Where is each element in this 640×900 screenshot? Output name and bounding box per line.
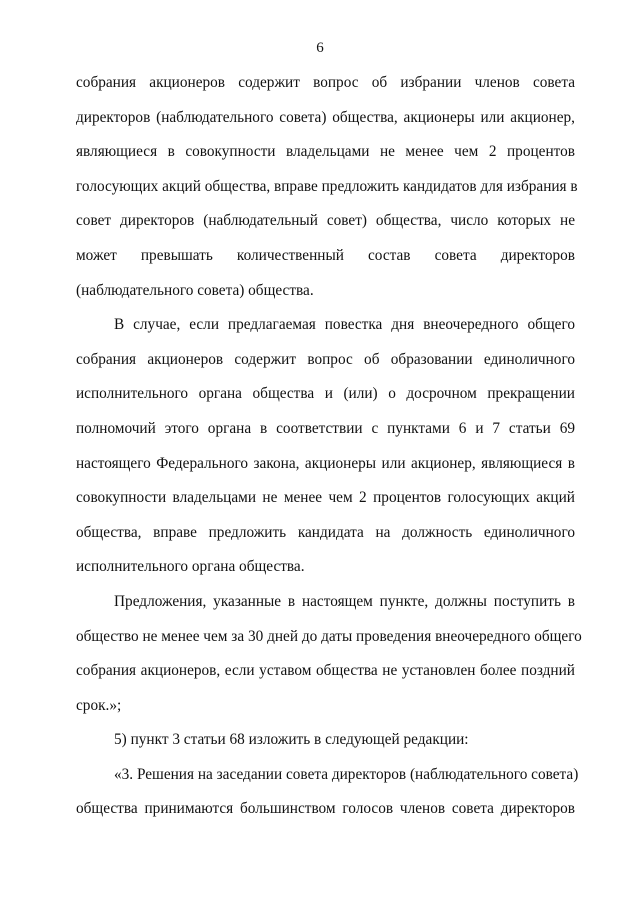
text-line: общество не менее чем за 30 дней до даты проведения внеочередного общего: [76, 627, 582, 645]
text-line: собрания акционеров содержит вопрос об образовании единоличного: [76, 350, 575, 368]
text-line: общества принимаются большинством голосов членов совета директоров: [76, 800, 575, 818]
text-line: полномочий этого органа в соответствии с пунктами 6 и 7 статьи 69: [76, 419, 575, 437]
text-line: «3. Решения на заседании совета директоров (наблюдательного совета): [114, 765, 579, 783]
text-line: собрания акционеров, если уставом общества не установлен более поздний: [76, 662, 575, 680]
text-line: общества, вправе предложить кандидата на должность единоличного: [76, 523, 575, 541]
text-line: совет директоров (наблюдательный совет) общества, число которых не: [76, 212, 575, 230]
text-line: директоров (наблюдательного совета) общества, акционеры или акционер,: [76, 108, 575, 126]
text-line: совокупности владельцами не менее чем 2 процентов голосующих акций: [76, 489, 575, 507]
paragraph-4: [76, 723, 575, 758]
text-line: являющиеся в совокупности владельцами не менее чем 2 процентов: [76, 143, 575, 161]
text-line: срок.»;: [76, 696, 122, 714]
text-line: исполнительного органа общества.: [76, 558, 305, 576]
text-line: (наблюдательного совета) общества.: [76, 281, 314, 299]
text-line: В случае, если предлагаемая повестка дня внеочередного общего: [114, 316, 575, 334]
text-line: 5) пункт 3 статьи 68 изложить в следующей редакции:: [114, 731, 469, 749]
text-line: исполнительного органа общества и (или) о досрочном прекращении: [76, 385, 575, 403]
text-line: Предложения, указанные в настоящем пункте, должны поступить в: [114, 592, 575, 610]
paragraph-2: [76, 308, 575, 585]
text-line: настоящего Федерального закона, акционеры или акционер, являющиеся в: [76, 454, 575, 472]
paragraph-3: [76, 585, 582, 723]
text-line: собрания акционеров содержит вопрос об избрании членов совета: [76, 74, 575, 91]
document-body: [76, 66, 582, 827]
paragraph-1: [76, 66, 578, 308]
page-number: 6: [316, 40, 324, 56]
paragraph-5: [76, 758, 579, 827]
text-line: может превышать количественный состав совета директоров: [76, 246, 575, 264]
text-line: голосующих акций общества, вправе предложить кандидатов для избрания в: [76, 177, 578, 195]
